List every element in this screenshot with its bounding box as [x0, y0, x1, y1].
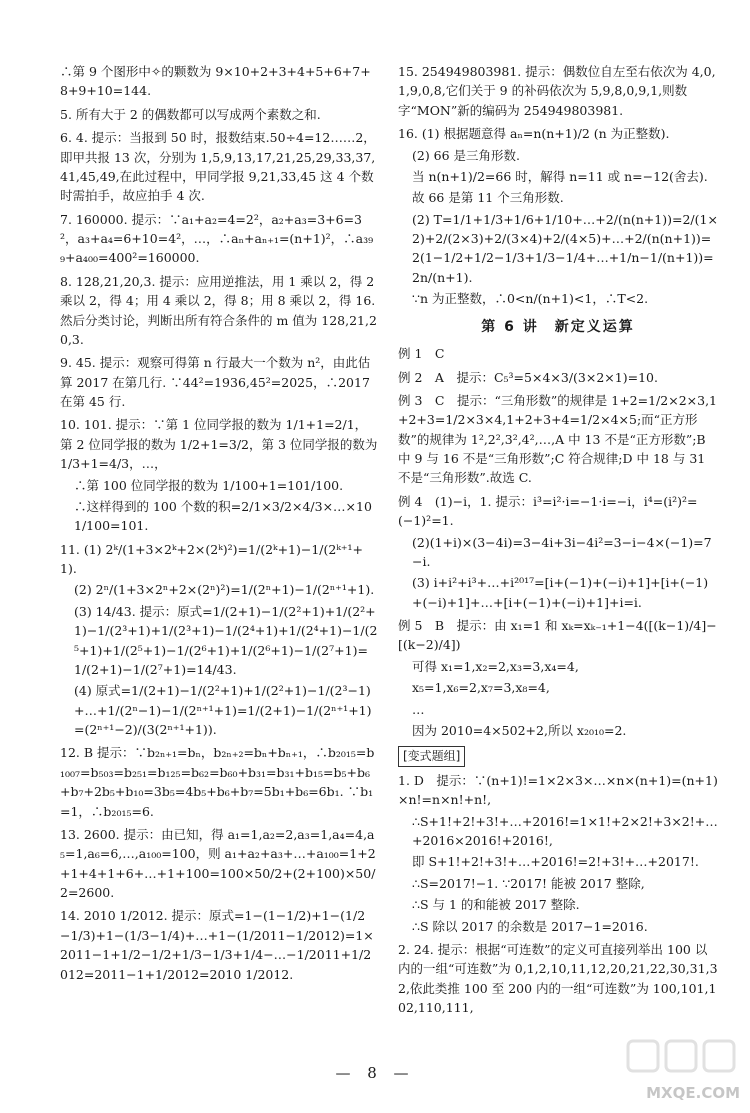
answer-line: 9. 45. 提示：观察可得第 n 行最大一个数为 n²，由此估算 2017 在第几行. ∵44²=1936,45²=2025，∴2017 在第 45 行.: [60, 355, 371, 409]
answer-entry: [398, 124, 718, 308]
answer-line: 可得 x₁=1,x₂=2,x₃=3,x₄=4,: [412, 658, 579, 674]
answer-entry: [60, 353, 378, 411]
answer-line: 14. 2010 1/2012. 提示：原式=1−(1−1/2)+1−(1/2−1/3)+1−(1/3−1/4)+…+1−(1/2011−1/2012)=1×2011−1+1/2−1/2+1/3−1/3+1/4−…−1/2011+1/2012=2011−1+1/2012=2010 1/2012.: [60, 908, 374, 982]
answer-entry: [398, 492, 718, 612]
answer-entry: [60, 906, 378, 984]
answer-line: (3) i+i²+i³+…+i²⁰¹⁷=[i+(−1)+(−i)+1]+[i+(−1)+(−i)+1]+…+[i+(−1)+(−i)+1]+i=i.: [412, 575, 709, 610]
answer-line: (4) 原式=1/(2+1)−1/(2²+1)+1/(2²+1)−1/(2³−1)+…+1/(2ⁿ−1)−1/(2ⁿ⁺¹+1)=1/(2+1)−1/(2ⁿ⁺¹+1)=(2ⁿ⁺¹−2)/(3(2ⁿ⁺¹+1)).: [74, 683, 372, 737]
answer-line: 10. 101. 提示：∵第 1 位同学报的数为 1/1+1=2/1，第 2 位同学报的数为 1/2+1=3/2，第 3 位同学报的数为 1/3+1=4/3，…，: [60, 417, 378, 472]
variant-group-label: [变式题组]: [398, 746, 465, 767]
answer-line: 6. 4. 提示：当报到 50 时，报数结束.50÷4=12……2，即甲共报 13 次，分别为 1,5,9,13,17,21,25,29,33,37,41,45,49,在此过程中，甲同学报 9,21,33,45 这 4 个数时需拍手，故应拍手 4 次.: [60, 130, 376, 204]
answer-line: ∴这样得到的 100 个数的积=2/1×3/2×4/3×…×101/100=101.: [74, 498, 372, 534]
answer-line: ∵n 为正整数，∴0<n/(n+1)<1，∴T<2.: [412, 291, 649, 307]
answer-line: 15. 254949803981. 提示：偶数位自左至右依次为 4,0,1,9,0,8,它们关于 9 的补码依次为 5,9,8,0,9,1,则数字“MON”新的编码为 254949803981.: [398, 64, 716, 118]
watermark-text: MXQE.COM: [646, 1083, 740, 1102]
answer-line: ∴S 除以 2017 的余数是 2017−1=2016.: [412, 918, 648, 934]
answer-line: 例 3 C 提示：“三角形数”的规律是 1+2=1/2×2×3,1+2+3=1/2×3×4,1+2+3+4=1/2×4×5;而“正方形数”的规律为 1²,2²,3²,4²,…,A 中 13 不是“正方形数”;B 中 9 与 16 不是“三角形数”;C 符合规律;D 中 18 与 31 不是“三角形数”.故选 C.: [398, 392, 717, 486]
answer-entry: [60, 272, 378, 350]
answer-entry: [398, 616, 718, 740]
answer-entry: [60, 210, 378, 268]
answer-entry: [398, 62, 718, 120]
answer-line: 13. 2600. 提示：由已知，得 a₁=1,a₂=2,a₃=1,a₄=4,a₅=1,a₆=6,…,a₁₀₀=100，则 a₁+a₂+a₃+…+a₁₀₀=1+2+1+4+1+6+…+1+100=100×50/2+(2+100)×50/2=2600.: [60, 826, 376, 900]
answer-entry: [60, 62, 378, 101]
answer-line: 12. B 提示：∵b₂ₙ₊₁=bₙ，b₂ₙ₊₂=bₙ+bₙ₊₁，∴b₂₀₁₅=b₁₀₀₇=b₅₀₃=b₂₅₁=b₁₂₅=b₆₂=b₆₀+b₃₁=b₃₁+b₁₅=b₅+b₆+b₇+2b₅+b₁₀=3b₅=4b₅+b₆+b₇=5b₁+b₆=6b₁. ∵b₁=1，∴b₂₀₁₅=6.: [60, 745, 375, 819]
answer-line: 1. D 提示：∵(n+1)!=1×2×3×…×n×(n+1)=(n+1)×n!=n×n!+n!,: [398, 772, 718, 808]
answer-line: (2) 2ⁿ/(1+3×2ⁿ+2×(2ⁿ)²)=1/(2ⁿ+1)−1/(2ⁿ⁺¹+1).: [74, 582, 375, 598]
answer-entry: [60, 540, 378, 740]
answer-entry: [398, 344, 718, 363]
answer-line: 8. 128,21,20,3. 提示：应用逆推法，用 1 乘以 2，得 2 乘以 2，得 4；用 4 乘以 2，得 8；用 8 乘以 2，得 16. 然后分类讨论，判断出所有符合条件的 m 值为 128,21,20,3.: [60, 273, 377, 347]
answer-line: 16. (1) 根据题意得 aₙ=n(n+1)/2 (n 为正整数).: [398, 126, 670, 142]
section-heading: 第 6 讲 新定义运算: [481, 318, 635, 335]
answer-line: 例 4 (1)−i，1. 提示：i³=i²·i=−1·i=−i，i⁴=(i²)²=(−1)²=1.: [398, 493, 698, 529]
page-number: — 8 —: [335, 1064, 415, 1082]
answer-line: (2)(1+i)×(3−4i)=3−4i+3i−4i²=3−i−4×(−1)=7−i.: [412, 534, 712, 569]
answer-entry: [398, 940, 718, 1018]
answer-line: 例 2 A 提示：C₅³=5×4×3/(3×2×1)=10.: [398, 369, 658, 385]
answer-line: 11. (1) 2ᵏ/(1+3×2ᵏ+2×(2ᵏ)²)=1/(2ᵏ+1)−1/(2ᵏ⁺¹+1).: [60, 541, 363, 576]
answer-line: ∴S=2017!−1. ∵2017! 能被 2017 整除,: [412, 875, 645, 891]
answer-line: 例 1 C: [398, 346, 445, 362]
answer-entry: [60, 128, 378, 206]
answer-entry: [60, 743, 378, 821]
answer-line: 因为 2010=4×502+2,所以 x₂₀₁₀=2.: [412, 722, 627, 738]
answer-line: 7. 160000. 提示：∵a₁+a₂=4=2²，a₂+a₃=3+6=3²，a₃+a₄=6+10=4²，…，∴aₙ+aₙ₊₁=(n+1)²，∴a₃₉₉+a₄₀₀=400²=160000.: [60, 211, 374, 266]
answer-line: 例 5 B 提示：由 x₁=1 和 xₖ=xₖ₋₁+1−4([(k−1)/4]−[(k−2)/4]): [398, 618, 717, 653]
answer-line: (2) T=1/1+1/3+1/6+1/10+…+2/(n(n+1))=2/(1×2)+2/(2×3)+2/(3×4)+2/(4×5)+…+2/(n(n+1))=2(1−1/2+1/2−1/3+1/3−1/4+…+1/n−1/(n+1))=2n/(n+1).: [412, 211, 718, 285]
answer-line: …: [412, 701, 425, 717]
answer-line: (3) 14/43. 提示：原式=1/(2+1)−1/(2²+1)+1/(2²+1)−1/(2³+1)+1/(2³+1)−1/(2⁴+1)+1/(2⁴+1)−1/(2⁵+1)+1/(2⁵+1)−1/(2⁶+1)+1/(2⁶+1)−1/(2⁷+1)=1/(2+1)−1/(2⁷+1)=14/43.: [74, 603, 378, 677]
answer-line: ∴第 9 个图形中✧的颗数为 9×10+2+3+4+5+6+7+8+9+10=144.: [60, 64, 371, 99]
answer-line: 即 S+1!+2!+3!+…+2016!=2!+3!+…+2017!.: [412, 854, 699, 870]
answer-entry: [60, 825, 378, 903]
answer-line: 2. 24. 提示：根据“可连数”的定义可直接列举出 100 以内的一组“可连数”为 0,1,2,10,11,12,20,21,22,30,31,32,依此类推 100 至 200 内的一组“可连数”为 100,101,102,110,111,: [398, 941, 718, 1016]
answer-entry: [60, 415, 378, 535]
answer-line: ∴S+1!+2!+3!+…+2016!=1×1!+2×2!+3×2!+…+2016×2016!+2016!,: [412, 813, 718, 849]
left-column: [60, 62, 378, 988]
answer-line: 当 n(n+1)/2=66 时，解得 n=11 或 n=−12(舍去).: [412, 168, 708, 184]
answer-line: (2) 66 是三角形数.: [412, 147, 521, 163]
answer-line: ∴S 与 1 的和能被 2017 整除.: [412, 897, 580, 913]
answer-entry: [398, 368, 718, 387]
answer-line: x₅=1,x₆=2,x₇=3,x₈=4,: [412, 680, 550, 696]
answer-line: 5. 所有大于 2 的偶数都可以写成两个素数之和.: [60, 106, 321, 122]
answer-entry: [398, 391, 718, 488]
answer-line: ∴第 100 位同学报的数为 1/100+1=101/100.: [74, 477, 344, 493]
answer-entry: [398, 771, 718, 936]
answer-entry: [60, 105, 378, 124]
answer-line: 故 66 是第 11 个三角形数.: [412, 190, 564, 206]
right-column: [398, 62, 718, 1021]
